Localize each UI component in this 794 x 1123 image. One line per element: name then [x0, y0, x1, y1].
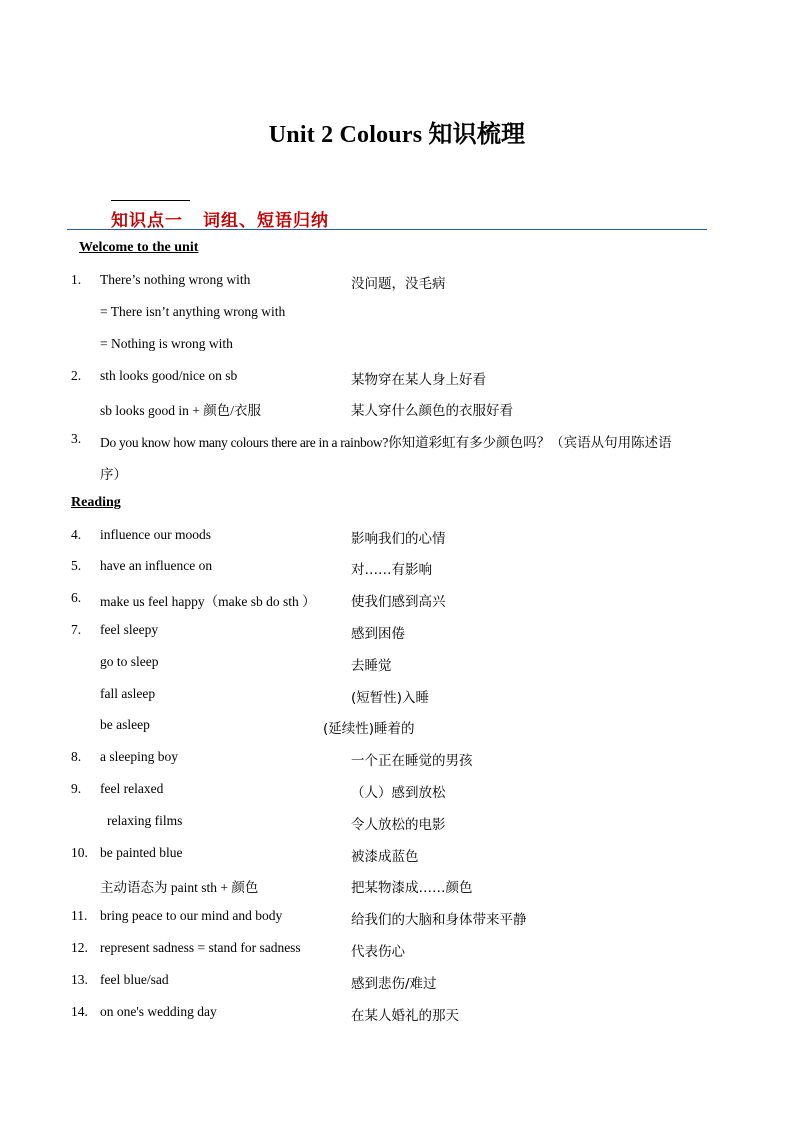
item-continuation: 序）	[100, 467, 127, 483]
list-item	[0, 527, 794, 549]
item-english: feel sleepy	[100, 622, 159, 637]
section-label-number: 知识点一	[111, 211, 183, 231]
item-english: relaxing films	[107, 813, 183, 828]
list-item	[0, 781, 794, 803]
item-english: go to sleep	[100, 654, 159, 669]
item-english: have an influence on	[100, 558, 213, 573]
list-item	[0, 749, 794, 771]
item-english: = There isn’t anything wrong with	[100, 304, 286, 319]
item-english: There’s nothing wrong with	[100, 272, 251, 287]
list-item	[0, 717, 794, 739]
item-english: bring peace to our mind and body	[100, 908, 283, 923]
item-english: feel blue/sad	[100, 972, 169, 987]
list-item	[0, 336, 794, 358]
item-english: sth looks good/nice on sb	[100, 368, 238, 383]
item-english: fall asleep	[100, 686, 156, 701]
item-chinese: 在某人婚礼的那天	[351, 1008, 459, 1024]
item-number: 9.	[71, 781, 82, 796]
list-item	[0, 813, 794, 835]
list-item	[0, 304, 794, 326]
list-item	[0, 463, 794, 485]
item-chinese: 被漆成蓝色	[351, 849, 419, 865]
item-english: be asleep	[100, 717, 150, 732]
item-english: represent sadness = stand for sadness	[100, 940, 301, 955]
list-item	[0, 845, 794, 867]
list-item	[0, 399, 794, 421]
item-chinese: (延续性)睡着的	[323, 721, 415, 737]
item-number: 4.	[71, 527, 82, 542]
item-sentence	[100, 431, 672, 451]
item-chinese: 没问题，没毛病	[351, 276, 446, 292]
list-item	[0, 654, 794, 676]
item-chinese: (短暂性)入睡	[351, 690, 430, 706]
item-english: influence our moods	[100, 527, 211, 542]
item-english: on one's wedding day	[100, 1004, 217, 1019]
section-label-text: 词组、短语归纳	[203, 211, 329, 231]
item-chinese: 令人放松的电影	[351, 817, 446, 833]
item-number: 10.	[71, 845, 88, 860]
welcome-heading: Welcome to the unit	[79, 240, 199, 255]
item-english: = Nothing is wrong with	[100, 336, 233, 351]
list-item	[0, 940, 794, 962]
item-number: 8.	[71, 749, 82, 764]
item-chinese: 给我们的大脑和身体带来平静	[351, 912, 527, 928]
item-english: Do you know how many colours there are in a rainbow?	[100, 435, 389, 450]
item-chinese: 你知道彩虹有多少颜色吗？（宾语从句用陈述语	[388, 435, 672, 451]
item-chinese: 感到悲伤/难过	[351, 976, 437, 992]
item-number: 14.	[71, 1004, 88, 1019]
list-item	[0, 908, 794, 930]
list-item	[0, 972, 794, 994]
list-item	[0, 686, 794, 708]
page-title: Unit 2 Colours 知识梳理	[268, 122, 526, 148]
item-chinese: 某人穿什么颜色的衣服好看	[351, 403, 513, 419]
item-english: a sleeping boy	[100, 749, 178, 764]
list-item	[0, 431, 794, 453]
section-rule	[67, 229, 707, 230]
item-english: 主动语态为 paint sth + 颜色	[100, 880, 259, 895]
item-chinese: （人）感到放松	[351, 785, 446, 801]
item-number: 2.	[71, 368, 82, 383]
item-chinese: 某物穿在某人身上好看	[351, 372, 486, 388]
list-item	[0, 590, 794, 612]
item-chinese: 去睡觉	[351, 658, 392, 674]
section-short-rule	[111, 200, 190, 201]
item-chinese: 把某物漆成……颜色	[351, 880, 473, 896]
list-item	[0, 622, 794, 644]
item-chinese: 对……有影响	[351, 562, 432, 578]
item-number: 11.	[71, 908, 88, 923]
item-chinese: 使我们感到高兴	[351, 594, 446, 610]
list-item	[0, 1004, 794, 1026]
list-item	[0, 876, 794, 898]
item-number: 3.	[71, 431, 82, 446]
item-number: 7.	[71, 622, 82, 637]
item-english: sb looks good in + 颜色/衣服	[100, 403, 261, 418]
item-chinese: 影响我们的心情	[351, 531, 446, 547]
list-item	[0, 368, 794, 390]
section-heading	[111, 206, 329, 231]
item-english: feel relaxed	[100, 781, 164, 796]
list-item	[0, 272, 794, 294]
item-number: 13.	[71, 972, 88, 987]
item-chinese: 感到困倦	[351, 626, 405, 642]
item-number: 5.	[71, 558, 82, 573]
list-item	[0, 558, 794, 580]
item-chinese: 一个正在睡觉的男孩	[351, 753, 473, 769]
item-chinese: 代表伤心	[351, 944, 405, 960]
item-number: 12.	[71, 940, 88, 955]
reading-heading: Reading	[71, 495, 121, 510]
item-english: make us feel happy（make sb do sth ）	[100, 594, 316, 609]
item-number: 1.	[71, 272, 82, 287]
item-number: 6.	[71, 590, 82, 605]
item-english: be painted blue	[100, 845, 183, 860]
